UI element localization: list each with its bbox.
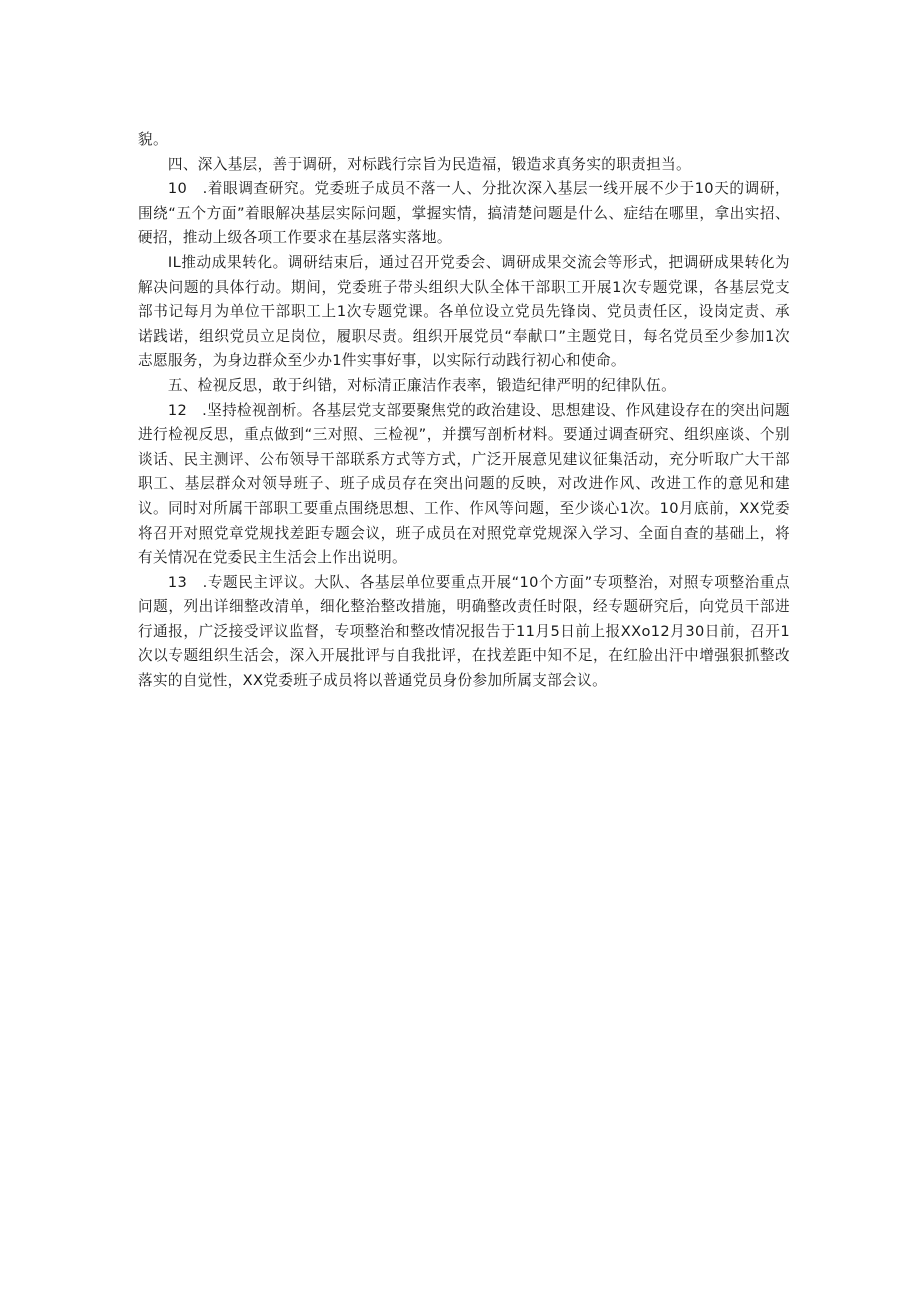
paragraph-item-10: 10 .着眼调查研究。党委班子成员不落一人、分批次深入基层一线开展不少于10天的调研，围绕“五个方面”着眼解决基层实际问题，掌握实情，搞清楚问题是什么、症结在哪里，拿出实招、硬招，推动上级各项工作要求在基层落实落地。 bbox=[138, 180, 790, 247]
paragraph-item-11: IL推动成果转化。调研结束后，通过召开党委会、调研成果交流会等形式，把调研成果转化为解决问题的具体行动。期间，党委班子带头组织大队全体干部职工开展1次专题党课，各基层党支部书记每月为单位干部职工上1次专题党课。各单位设立党员先锋岗、党员责任区，设岗定责、承诺践诺，组织党员立足岗位，履职尽责。组织开展党员“奉献口”主题党日，每名党员至少参加1次志愿服务，为身边群众至少办1件实事好事，以实际行动践行初心和使命。 bbox=[138, 253, 790, 370]
paragraph-item-12: 12 .坚持检视剖析。各基层党支部要聚焦党的政治建设、思想建设、作风建设存在的突出问题进行检视反思，重点做到“三对照、三检视”，并撰写剖析材料。要通过调查研究、组织座谈、个别谈话、民主测评、公布领导干部联系方式等方式，广泛开展意见建议征集活动，充分听取广大干部职工、基层群众对领导班子、班子成员存在突出问题的反映，对改进作风、改进工作的意见和建议。同时对所属干部职工要重点围绕思想、工作、作风等问题，至少谈心1次。10月底前，XX党委将召开对照党章党规找差距专题会议，班子成员在对照党章党规深入学习、全面自查的基础上，将有关情况在党委民主生活会上作出说明。 bbox=[138, 401, 790, 567]
section-heading-5: 五、检视反思，敢于纠错，对标清正廉洁作表率，锻造纪律严明的纪律队伍。 bbox=[167, 376, 677, 394]
section-heading-4: 四、深入基层，善于调研，对标践行宗旨为民造福，锻造求真务实的职责担当。 bbox=[167, 155, 691, 173]
paragraph-continuation: 貌。 bbox=[138, 131, 168, 148]
paragraph-item-13: 13 .专题民主评议。大队、各基层单位要重点开展“10个方面”专项整治，对照专项整治重点问题，列出详细整改清单，细化整治整改措施，明确整改责任时限，经专题研究后，向党员干部进行通报，广泛接受评议监督，专项整治和整改情况报告于11月5日前上报XXo12月30日前，召开1次以专题组织生活会，深入开展批评与自我批评，在找差距中知不足，在红脸出汗中增强狠抓整改落实的自觉性，XX党委班子成员将以普通党员身份参加所属支部会议。 bbox=[138, 573, 790, 690]
document-body bbox=[138, 128, 790, 694]
